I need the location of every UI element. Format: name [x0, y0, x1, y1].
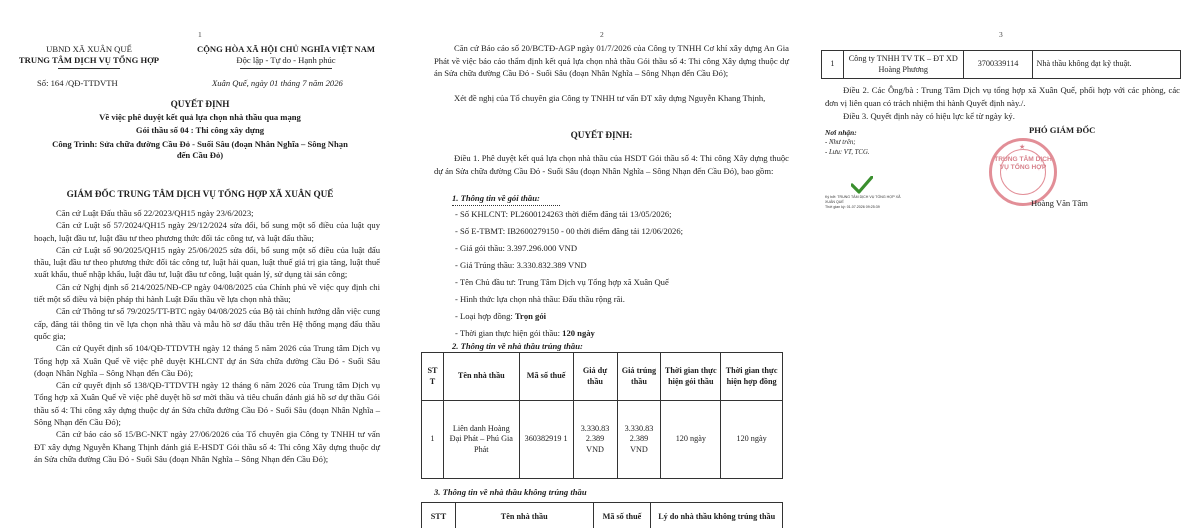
info-label: - Thời gian thực hiện gói thầu: — [455, 328, 563, 338]
project-line-1: Công Trình: Sửa chữa đường Cầu Đỏ - Suối Sâu (đoạn Nhân Nghĩa – Sông Nhạn — [52, 139, 348, 149]
info-value: 120 ngày — [562, 328, 595, 338]
info-duration — [455, 328, 595, 339]
header-rule — [58, 68, 120, 69]
info-selection-method: - Hình thức lựa chọn nhà thầu: Đấu thầu rộng rãi. — [455, 294, 625, 304]
col-header: Tên nhà thầu — [455, 503, 593, 528]
national-title: CỘNG HÒA XÃ HỘI CHỦ NGHĨA VIỆT NAM — [196, 44, 376, 54]
page-number: 3 — [999, 30, 1003, 39]
col-header: STT — [422, 503, 456, 528]
cell-index: 1 — [822, 51, 844, 79]
page-number: 2 — [600, 30, 604, 39]
col-header: Tên nhà thầu — [443, 353, 519, 401]
package-name: Gói thầu số 04 : Thi công xây dựng — [135, 125, 265, 135]
place-date: Xuân Quế, ngày 01 tháng 7 năm 2026 — [212, 78, 343, 88]
digital-signature-unit: XUÂN QUẾ — [825, 200, 844, 204]
basis-item: Căn cứ Nghị định số 214/2025/NĐ-CP ngày 04/08/2025 của Chính phủ về việc quy định chi tiết một số điều và biện pháp thi hành Luật Đấu thầu về lựa chọn nhà thầu; — [34, 281, 380, 305]
basis-item: Căn cứ báo cáo số 15/BC-NKT ngày 27/06/2026 của Tổ chuyên gia Công ty TNHH tư vấn ĐT xây dựng Nguyễn Khang Thịnh đánh giá E-HSDT Gói thầu số 4: Thi công Xây dựng thuộc dự án Sửa chữa đường Cầu Đỏ - Suối Sâu (đoạn Nhân Nghĩa – Sông Nhạn đến Cầu Đỏ); — [34, 429, 380, 464]
loser-table-body — [821, 50, 1181, 79]
national-motto: Độc lập - Tự do - Hạnh phúc — [236, 55, 336, 65]
col-header: Giá dự thầu — [573, 353, 617, 401]
info-package-price: - Giá gói thầu: 3.397.296.000 VND — [455, 243, 578, 253]
recipients-title: Nơi nhận: — [825, 128, 857, 137]
loser-table-header — [421, 502, 783, 528]
cell-contractor: Công ty TNHH TV TK – ĐT XD Hoàng Phương — [843, 51, 963, 79]
document-page-2 — [400, 0, 803, 528]
basis-item: Căn cứ Quyết định số 104/QĐ-TTDVTH ngày 12 tháng 5 năm 2026 của Trung tâm Dịch vụ Tổng hợp xã Xuân Quế về việc phê duyệt KHLCNT dự án Sửa chữa đường Cầu Đỏ - Suối Sâu (đoạn Nhân Nghĩa – Sông Nhạn đến Cầu Đỏ); — [34, 343, 380, 378]
cell-tax-code: 360382919 1 — [519, 401, 573, 479]
document-page-1 — [0, 0, 400, 528]
cell-tax-code: 3700339114 — [963, 51, 1033, 79]
cell-contract-time: 120 ngày — [721, 401, 783, 479]
intro-proposal: Xét đề nghị của Tổ chuyên gia Công ty TNHH tư vấn ĐT xây dựng Nguyễn Khang Thịnh, — [454, 93, 766, 103]
document-subject: Về việc phê duyệt kết quả lựa chọn nhà thầu qua mạng — [99, 112, 301, 122]
info-value: Trọn gói — [514, 311, 547, 321]
digital-signature-signer: Ký bởi: TRUNG TÂM DỊCH VỤ TỔNG HỢP XÃ — [825, 195, 901, 199]
col-header: Thời gian thực hiện hợp đồng — [721, 353, 783, 401]
legal-bases — [34, 207, 380, 465]
document-number: Số: 164 /QĐ-TTDVTH — [37, 78, 118, 88]
cell-package-time: 120 ngày — [661, 401, 721, 479]
article-2: Điều 2. Các Ông/bà : Trung Tâm Dịch vụ tổng hợp xã Xuân Quế, phối hợp với các phòng, các đơn vị liên quan có trách nhiệm thi hành Quyết định này./. — [825, 85, 1180, 108]
cell-bid-price: 3.330.83 2.389 VND — [573, 401, 617, 479]
article-1: Điều 1. Phê duyệt kết quả lựa chọn nhà thầu của HSDT Gói thầu số 4: Thi công Xây dựng thuộc dự án Sửa chữa đường Cầu Đỏ - Suối Sâu (đoạn Nhân Nghĩa – Sông Nhạn đến Cầu Đỏ), bao gồm: — [434, 153, 789, 176]
digital-signature-check-icon — [851, 176, 873, 194]
table-header-row — [422, 503, 783, 528]
basis-item: Căn cứ quyết định số 138/QĐ-TTDVTH ngày 12 tháng 6 năm 2026 của Trung tâm Dịch vụ Tổng hợp xã Xuân Quế về việc phê duyệt hồ sơ mời thầu và tiêu chuẩn đánh giá hồ sơ dự thầu Gói thầu số 4: Thi công xây dựng thuộc dự án Sửa chữa đường Cầu Đỏ - Suối Sâu (đoạn Nhân Nghĩa – Sông Nhạn đến Cầu Đỏ); — [34, 380, 380, 428]
cell-index: 1 — [422, 401, 444, 479]
issuer-name: TRUNG TÂM DỊCH VỤ TỔNG HỢP — [18, 55, 160, 65]
recipient-item: - Như trên; — [825, 139, 856, 146]
info-label: - Loại hợp đồng: — [455, 311, 515, 321]
authority-heading: GIÁM ĐỐC TRUNG TÂM DỊCH VỤ TỔNG HỢP XÃ XUÂN QUẾ — [66, 189, 334, 199]
col-header: Thời gian thực hiện gói thầu — [661, 353, 721, 401]
decision-title: QUYẾT ĐỊNH: — [570, 130, 633, 140]
official-seal — [989, 138, 1057, 206]
col-header: ST T — [422, 353, 444, 401]
document-type: QUYẾT ĐỊNH — [170, 99, 230, 109]
section-rule — [452, 205, 560, 206]
basis-item: Căn cứ Thông tư số 79/2025/TT-BTC ngày 04/08/2025 của Bộ tài chính hướng dẫn việc cung cấp, đăng tải thông tin về lựa chọn nhà thầu và mẫu hồ sơ đấu thầu trên Hệ thống mạng đấu thầu quốc gia; — [34, 306, 380, 341]
recipient-item: - Lưu: VT, TCG. — [825, 149, 870, 156]
page-number: 1 — [198, 30, 202, 39]
digital-signature-time: Thời gian ký: 01.07.2026 09:25:39 — [825, 205, 880, 209]
basis-item: Căn cứ Luật số 90/2025/QH15 ngày 25/06/2025 sửa đổi, bổ sung một số điều của luật đấu thầu, luật đầu tư theo phương thức đối tác công tư, luật hải quan, luật thuế giá trị gia tăng, luật thuế xuất khẩu, thuế nhập khẩu, luật đầu tư, luật đầu tư công, luật quản lý, sử dụng tài sản công; — [34, 244, 380, 280]
basis-item: Căn cứ Luật Đấu thầu số 22/2023/QH15 ngày 23/6/2023; — [56, 208, 254, 218]
star-icon: ★ — [1019, 143, 1026, 151]
section-1-title: 1. Thông tin về gói thầu: — [452, 193, 540, 203]
signer-name: Hoàng Văn Tâm — [1031, 198, 1088, 208]
section-2-title: 2. Thông tin về nhà thầu trúng thầu: — [452, 341, 583, 351]
info-investor: - Tên Chủ đầu tư: Trung Tâm Dịch vụ Tổng hợp xã Xuân Quế — [455, 277, 669, 287]
col-header: Mã số thuế — [519, 353, 573, 401]
info-contract-type — [455, 311, 546, 322]
article-3: Điều 3. Quyết định này có hiệu lực kể từ ngày ký. — [843, 111, 1015, 121]
col-header: Giá trúng thầu — [617, 353, 661, 401]
col-header: Lý do nhà thầu không trúng thầu — [651, 503, 783, 528]
info-plan-number: - Số KHLCNT: PL2600124263 thời điểm đăng tải 13/05/2026; — [455, 209, 672, 219]
cell-reason: Nhà thầu không đạt kỹ thuật. — [1033, 51, 1181, 79]
signer-title: PHÓ GIÁM ĐỐC — [1029, 125, 1096, 135]
project-line-2: đến Cầu Đỏ) — [176, 150, 224, 160]
table-header-row — [422, 353, 783, 401]
col-header: Mã số thuế — [593, 503, 651, 528]
motto-rule — [240, 68, 332, 69]
info-winning-price: - Giá Trúng thầu: 3.330.832.389 VND — [455, 260, 587, 270]
winner-table — [421, 352, 783, 479]
cell-win-price: 3.330.83 2.389 VND — [617, 401, 661, 479]
basis-item: Căn cứ Luật số 57/2024/QH15 ngày 29/12/2024 sửa đổi, bổ sung một số điều của luật quy hoạch, luật đầu tư, luật đầu tư theo phương thức đối tác công tư, và luật đấu thầu; — [34, 220, 380, 243]
table-row — [822, 51, 1181, 79]
cell-contractor: Liên danh Hoàng Đại Phát – Phú Gia Phát — [443, 401, 519, 479]
intro-basis: Căn cứ Báo cáo số 20/BCTĐ-AGP ngày 01/7/2026 của Công ty TNHH Cơ khí xây dựng An Gia Phát về việc báo cáo thẩm định kết quả lựa chọn nhà thầu Gói thầu số 4: Thi công Xây dựng thuộc dự án Sửa chữa đường Cầu Đỏ - Suối Sâu (đoạn Nhân Nghĩa – Sông Nhạn đến Cầu Đỏ); — [434, 43, 789, 78]
seal-text: TRUNG TÂM DỊCH VỤ TỔNG HỢP — [994, 156, 1052, 172]
issuer-authority: UBND XÃ XUÂN QUẾ — [46, 44, 132, 54]
document-page-3 — [803, 0, 1200, 528]
table-row — [422, 401, 783, 479]
section-3-title: 3. Thông tin về nhà thầu không trúng thầu — [434, 487, 587, 497]
info-tender-number: - Số E-TBMT: IB2600279150 - 00 thời điểm đăng tải 12/06/2026; — [455, 226, 684, 236]
